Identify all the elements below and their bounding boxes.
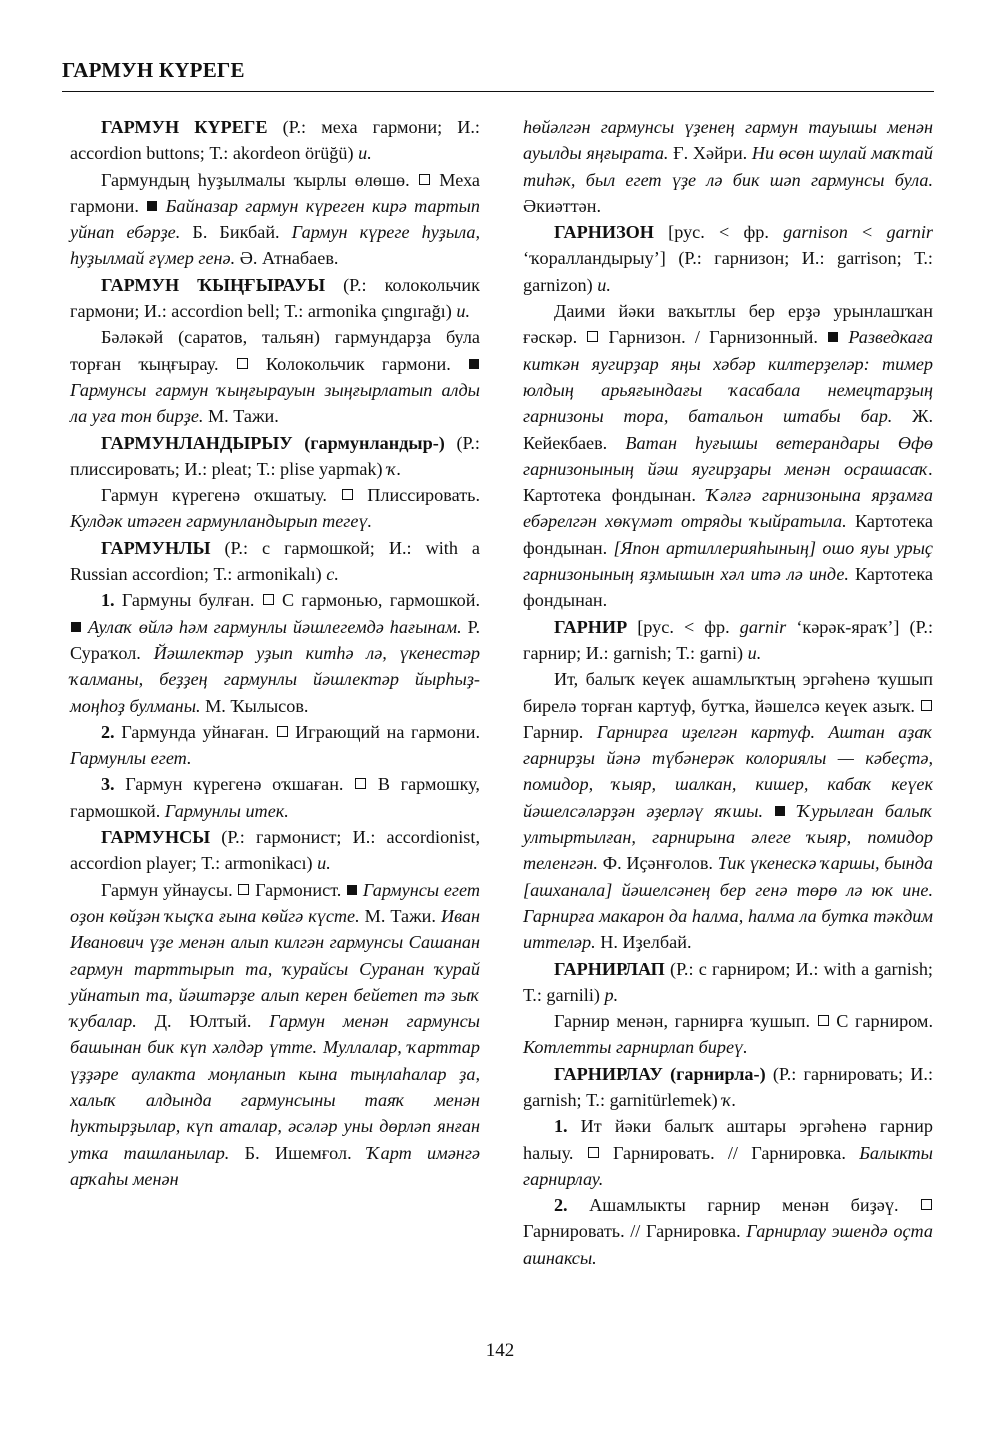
part-of-speech: р. [604, 984, 619, 1005]
example: Разведкаға киткән яугирҙар яңы хәбәр килтерҙеләр: тимер юлдың арьяғындағы ҡасабала немецтарҙың гарнизоны тора, батальон штабы бар. [523, 327, 934, 427]
headword: ГАРНИР [553, 616, 628, 637]
part-of-speech: ҡ. [387, 458, 402, 479]
translation: Гарнизон. / Гарнизонный. [599, 327, 828, 348]
etymon: garnison [783, 222, 848, 243]
source: Ж. Кейекбаев. [523, 406, 933, 453]
source: Әкиәттән. [523, 195, 602, 216]
running-head: ГАРМУН КҮРЕГЕ [62, 58, 245, 82]
example: Гарнирлау эшендә оҫта ашнаксы. [523, 1221, 933, 1268]
headword: ГАРМУН ҠЫҢҒЫРАУЫ [100, 274, 326, 295]
headword: ГАРМУНЛЫ [100, 537, 211, 558]
definition: Гармун күрегенә оҡшатыу. [100, 485, 341, 506]
source: М. Ҡылысов. [200, 695, 309, 716]
example-square-icon [828, 332, 838, 342]
continued-example [523, 114, 933, 219]
translation: С гармонью, гармошкой. [274, 590, 480, 611]
part-of-speech: с. [326, 564, 339, 585]
example: Гармунлы егет. [70, 748, 192, 769]
grammar-note: ‘ҡоралландырыу’] (Р.: гарнизон; И.: garrison; Т.: garnizon) [523, 248, 933, 295]
example-square-icon [147, 201, 157, 211]
entry-garnir [523, 614, 933, 667]
etymology: < [847, 222, 887, 243]
translation: Гарнир. [523, 721, 597, 742]
example: Ни өсөн шулай маҡтай тиһәк, был егет үҙе лә бик шәп гармунсы була. [523, 143, 933, 190]
definition: Гарнир менән, гарнирға ҡушып. [553, 1011, 817, 1032]
entry-garmunsy [70, 824, 480, 877]
etymon: garnir [739, 616, 787, 637]
grammar-note: (Р.: с гарниром; И.: with a garnish; Т.: garnili) [523, 958, 933, 1005]
grammar-note: (Р.: меха гармони; И.: accordion buttons; Т.: akordeon örüğü) [70, 117, 480, 164]
entry-body [523, 298, 933, 614]
entry-body [70, 167, 480, 272]
example-square-icon [469, 359, 479, 369]
source: М. Тажи. [203, 406, 279, 427]
entry-body [70, 877, 480, 1193]
entry-garmunly [70, 535, 480, 588]
part-of-speech: и. [747, 642, 762, 663]
translation-square-icon [921, 700, 932, 711]
right-column [523, 114, 933, 1271]
source: Б. Бикбай. [180, 222, 292, 243]
part-of-speech: и. [456, 301, 470, 322]
part-of-speech: и. [597, 274, 611, 295]
example: һөйәлгән гармунсы үҙенең гармун тауышы менән ауылды яңғырата. [523, 117, 933, 164]
etymon: garnir [886, 222, 933, 243]
example: [Япон артиллерияһының] ошо яуы урыҫ гарнизонының яҙмышын хәл итә лә инде. [523, 537, 934, 585]
grammar-note: (Р.: гарнировать; И.: garnish; Т.: garnitürlemek) [523, 1063, 933, 1110]
translation: Гарнировать. // Гарнировка. [599, 1142, 860, 1163]
source: Картотека фондынан. [523, 511, 933, 558]
sense-1 [70, 587, 480, 718]
translation-square-icon [355, 778, 366, 789]
entry-body [70, 482, 480, 535]
example: Ватан һуғышы ветерандары Өфө гарнизонының йәш яугирҙары менән осрашасаҡ. [523, 432, 934, 479]
source: Ғ. Хәйри. [668, 143, 752, 164]
translation-square-icon [238, 884, 249, 895]
translation-square-icon [342, 489, 353, 500]
part-of-speech: ҡ. [722, 1089, 737, 1110]
grammar-note: (Р.: плиссировать; И.: pleat; Т.: plise yapmak) [70, 432, 480, 479]
sense-number: 2. [100, 721, 115, 742]
example: Гармун күреге һуҙыла, һуҙылмай ғүмер генә. [70, 222, 480, 269]
etymology: [рус. < фр. [627, 616, 740, 637]
example: Гармунсы гармун ҡыңғырауын зыңғырлатып алды ла уға тон бирҙе. [70, 379, 480, 427]
translation-square-icon [921, 1199, 932, 1210]
grammar-note: ‘кәрәк-яраҡ’] (Р.: гарнир; И.: garnish; Т.: garni) [523, 616, 933, 663]
translation-square-icon [587, 331, 598, 342]
example: Гарнирға иҙелгән картуф. Аштан аҙаҡ гарнирҙы йәнә түбәнерәк колориялы — кәбеҫтә, помидор, ҡыяр, шалкан, кишер, кабаҡ кеүек йәшелсәләрҙән әҙерләү яҡшы. [523, 721, 934, 821]
translation: Гарнировать. // Гарнировка. [523, 1221, 747, 1242]
source: Р. Сураҡол. [70, 616, 480, 663]
example: Ҡарт имәнгә арҡаһы менән [70, 1142, 480, 1189]
example-square-icon [775, 806, 785, 816]
definition: Бәләкәй (саратов, тальян) гармундарҙа була торған ҡыңғырау. [70, 327, 480, 374]
headword: ГАРНИРЛАУ (гарнирла-) [553, 1063, 766, 1084]
header-rule [62, 91, 934, 92]
left-column [70, 114, 480, 1192]
example: Аулаҡ өйлә һәм гармунлы йәшлегемдә һағынам. [87, 616, 462, 637]
source: Ә. Атнабаев. [235, 248, 339, 269]
entry-body [70, 324, 480, 429]
entry-garmunlandyryu [70, 430, 480, 483]
sense-1 [523, 1113, 933, 1192]
entry-garmun-kyngyrauy [70, 272, 480, 325]
part-of-speech: и. [358, 143, 372, 164]
translation: Плиссировать. [353, 485, 480, 506]
entry-garmun-kurege [70, 114, 480, 167]
headword: ГАРМУН КҮРЕГЕ [100, 117, 268, 137]
sense-2 [70, 719, 480, 772]
entry-garnirlap [523, 956, 933, 1009]
headword: ГАРМУНЛАНДЫРЫУ (гармунландыр-) [100, 432, 445, 453]
example: Кулдәк итәген гармунландырып тегеү. [70, 511, 373, 532]
example-square-icon [347, 885, 357, 895]
example: Котлетты гарнирлап биреү. [523, 1037, 748, 1058]
definition: Ашамлыкты гарнир менән биҙәү. [567, 1195, 920, 1216]
sense-2 [523, 1192, 933, 1271]
etymology: [рус. < фр. [653, 222, 784, 243]
translation: С гарниром. [829, 1011, 933, 1032]
part-of-speech: и. [317, 853, 331, 874]
entry-garnirlau [523, 1061, 933, 1114]
definition: Гармун күрегенә оҡшаған. [114, 774, 355, 795]
translation-square-icon [237, 358, 248, 369]
definition: Даими йәки ваҡытлы бер ерҙә урынлашҡан ғәскәр. [523, 301, 933, 348]
sense-number: 1. [553, 1116, 568, 1137]
translation-square-icon [818, 1015, 829, 1026]
grammar-note: (Р.: с гармошкой; И.: with a Russian accordion; Т.: armonikalı) [70, 537, 480, 585]
entry-body [523, 666, 933, 955]
example: Йәшлектәр уҙып китһә лә, үкенестәр ҡалманы, беҙҙең гармунлы йәшлектәр йырһыҙ-моңһоҙ булманы. [70, 642, 480, 716]
example: Байназар гармун күреген кирә тартып уйнап ебәрҙе. [70, 195, 480, 243]
source: Б. Ишемғол. [229, 1142, 367, 1163]
source: М. Тажи. [359, 905, 441, 926]
definition: Гармунда уйнаған. [114, 721, 276, 742]
example: Ҡәлғә гарнизонына ярҙамға ебәрелгән хөкүмәт отряды ҡыйратыла. [523, 485, 933, 532]
sense-number: 1. [100, 590, 115, 611]
grammar-note: (Р.: колокольчик гармони; И.: accordion bell; Т.: armonika çıngırağı) [70, 274, 480, 322]
headword: ГАРНИЗОН [553, 222, 654, 243]
grammar-note: (Р.: гармонист; И.: accordionist, accordion player; Т.: armonikacı) [70, 827, 480, 874]
definition: Ит, балыҡ кеүек ашамлыҡтың эргәһенә ҡушып бирелә торған картуф, бутҡа, йәшелсә кеүек азыҡ. [523, 669, 933, 716]
translation: Играющий на гармони. [288, 721, 481, 742]
translation: Гармонист. [250, 879, 347, 900]
definition: Ит йәки балыҡ аштары эргәһенә гарнир һалыу. [523, 1116, 933, 1163]
definition: Гармун уйнаусы. [100, 879, 238, 900]
source: Д. Юлтый. [136, 1011, 270, 1032]
example: Тик үкенескә ҡаршы, бында [ашханала] йәшелсәнең бер генә төрө лә юк ине. Гарнирға макарон да һалма, һалма ла бутка тәкдим иттеләр. [523, 853, 933, 953]
source: Н. Иҙелбай. [595, 932, 692, 953]
example: Гармунлы итек. [164, 800, 289, 821]
example: Гармун менән гармунсы башынан бик күп хәлдәр үтте. Муллалар, ҡарттар үҙҙәре аулакта моңланып кына тыңлаһалар ҙа, халыҡ алдында гармунсыны таяҡ менән һуктырҙылар, күп аталар, әсәләр уны дөрләп янған утка ташланылар. [70, 1011, 480, 1163]
example: Иван Иванович үҙе менән алып килгән гармунсы Сашанан гармун тарттырып та, ҡурайсы Суранан ҡурай уйнатып та, йәштәрҙе алып керен бейетеп тә зыҡ ҡубалар. [70, 905, 480, 1032]
definition: Гармундың һуҙылмалы ҡырлы өлөшө. [100, 169, 418, 190]
page-number: 142 [485, 1340, 515, 1361]
translation: В гармошку, гармошкой. [70, 774, 480, 821]
source: Картотека фондынан. [523, 485, 707, 506]
headword: ГАРМУНСЫ [100, 827, 211, 848]
entry-garnizon [523, 219, 933, 298]
definition: Гармуны булған. [114, 590, 262, 611]
translation-square-icon [588, 1147, 599, 1158]
source: Ф. Иҫәнғолов. [597, 853, 718, 874]
translation-square-icon [277, 726, 288, 737]
sense-3 [70, 771, 480, 824]
sense-number: 2. [553, 1195, 568, 1216]
source: Картотека фондынан. [523, 564, 933, 611]
example: Балыкты гарнирлау. [523, 1142, 933, 1189]
entry-body [523, 1008, 933, 1061]
example: Ҡурылған балыҡ ултыртылған, гарнирына әлеге ҡыяр, помидор теленгән. [523, 800, 933, 874]
example: Гармунсы егет оҙон көйҙән ҡыҫҡа ғына көйгә күсте. [70, 879, 480, 926]
sense-number: 3. [100, 774, 115, 795]
translation-square-icon [263, 594, 274, 605]
translation: Меха гармони. [70, 169, 480, 216]
example-square-icon [71, 622, 81, 632]
translation-square-icon [419, 174, 430, 185]
translation: Колокольчик гармони. [248, 353, 469, 374]
headword: ГАРНИРЛАП [553, 958, 665, 979]
